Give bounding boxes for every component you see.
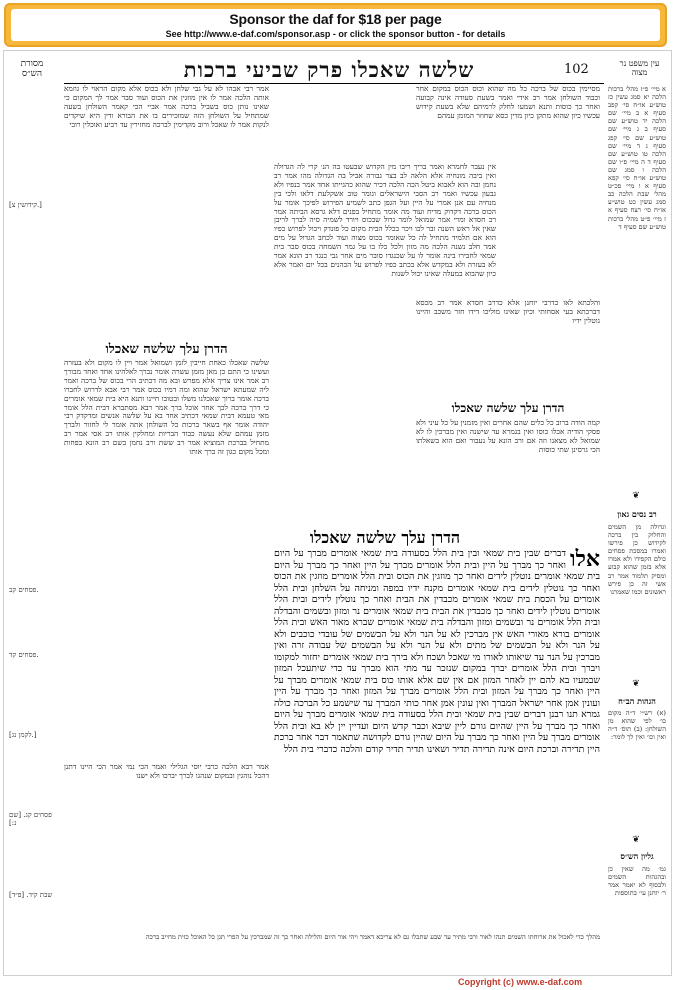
sponsor-banner-body[interactable]: [11, 9, 660, 41]
tosafot-bottom-text: אמר רבא הלכה כרבי יוסי הגלילי ואמר הכי נמי אמר הכי היינו דתנן דהכל נוהגין ובמקום שנהגו לברך יברכו ולא ישנו: [64, 763, 269, 780]
hagahot-heading: הגהות הב״ח: [618, 696, 656, 706]
rashi-halacha-text: והלכתא לאו כדרבי יוחנן אלא כדרב חסדא אמר רב מכסא דברכתא בעי אסחותי וכיון שאינו מוליכו דידו חזר משכב והיינו נוטלין ידיו: [416, 299, 600, 325]
margin-ref: שבת קיד. [פ״ד]: [9, 891, 53, 899]
margin-ref: פסחים קב.: [9, 586, 39, 594]
ein-mishpat-text: א מיי׳ פ״ז מהל׳ ברכות הלכה יא סמג עשין כז טוש״ע או״ח סי׳ קפב סעיף א ב מיי׳ שם הלכה יד טוש״ע שם סעיף ב ג מיי׳ שם טוש״ע שם סי׳ קפג סעיף ג ד מיי׳ שם הלכה טו טוש״ע שם סעיף ד ה מיי׳ פ״ו שם הלכה ו סמג שם טוש״ע או״ח סי׳ קפא סעיף א ו מיי׳ פכ״ט מהל׳ שבת הלכה כב סמג עשין כט טוש״ע או״ח סי׳ רצח סעיף א ז מיי׳ פ״ט מהל׳ ברכות טוש״ע שם סעיף ד: [608, 85, 666, 231]
margin-ref: [לקמן נג.]: [9, 731, 37, 739]
tosafot-section-heading: הדרן עלך שלשה שאכלו: [105, 342, 228, 357]
mishna-text: דברים שבין בית שמאי ובין בית הלל בסעודה בית שמאי אומרים מברך על היום ואחר כך מברך על היין ובית הלל אומרים מברך על היין ואחר כך מברך על היום בית שמאי אומרים נוטלין לידים ואחר כך מוזגין את הכוס ובית הלל אומרים מוזגין את הכוס ואחר כך נוטלין לידים בית שמאי אומרים מקנח ידיו במפה ומניחה על השלחן ובית הלל אומרים על הכסת בית שמאי אומרים מכבדין את הבית ואחר כך נוטלין לידים ובית הלל אומרים נוטלין לידים ואחר כך מכבדין את הבית בית שמאי אומרים נר ומזון ובשמים והבדלה ובית הלל אומרים נר ובשמים ומזון והבדלה בית שמאי אומרים שברא מאור האש ובית הלל אומרים בורא מאורי האש אין מברכין לא על הנר ולא על הבשמים של עובדי כוכבים ולא על הנר ולא על הבשמים של מתים ולא על הנר ולא על הבשמים של עבודה זרה ואין מברכין על הנר עד שיאותו לאורו מי שאכל ושכח ולא בירך בית שמאי אומרים יחזור למקומו ויברך ובית הלל אומרים יברך במקום שנזכר עד מתי הוא מברך עד כדי שיתעכל המזון שבמעיו בא להם יין לאחר המזון אם אין שם אלא אותו כוס בית שמאי אומרים מברך על היין ואחר כך מברך על המזון ובית הלל אומרים מברך על המזון ואחר כך מברך על היין ועונין אמן אחר ישראל המברך ואין עונין אמן אחר כותי המברך עד שישמע כל הברכה כולה גמרא תנו רבנן דברים שבין בית שמאי ובית הלל בסעודה בית שמאי אומרים מברך על היום ואחר כך מברך על היין שהיום גורם ליין שיבא וכבר קדש היום ועדיין יין לא בא ובית הלל אומרים מברך על היין ואחר כך מברך על היום שהיין גורם לקדושה שתאמר דבר אחר ברכת היין תדירה וברכת היום אינה תדירה תדיר ושאינו תדיר תדיר קודם והלכה כדברי בית הלל: [274, 548, 600, 755]
hagahot-text: (א) רש״י ד״ה מקום כו׳ לפי שהוא מן השולחן: (ב) תוס׳ ד״ה ואין וכו׳ ואין לך לומר:: [608, 709, 666, 742]
rashi-middle-text: קמה הודה ברוב כל כלים שהם אחרים ואין מזמנין על כל עיני ולא פסקי הודיה אכלו כוסו ואין בגמרא עד שישנה ואין מברכין לו לא שמואל לא מצאנו וזה אם ורב הונא על נעבור ואם הוא בשאלתו הכי גרסינן שתי כוסות: [416, 419, 600, 454]
sponsor-title[interactable]: Sponsor the daf for $18 per page: [229, 11, 442, 27]
page-number: 102: [564, 62, 589, 77]
copyright-link[interactable]: Copyright (c) www.e-daf.com: [458, 977, 583, 987]
tosafot-top-text: אמר רבי אבהו לא על גבי שלחן ולא בכוס אלא מקום הראוי לו גוזמא אותה הלכה אמר לו אין מוזגין את הכוס ועוד סבר אמר לך המקום כי שאינו נותן כוס בשביל ברכה אמר אביי הכי קאמר השולחן בשעה שמתחיל על השולחן הזה שמזכירים בו את הבורא ודין היא שיקדים לנקות אמר לו שאכל ורוב מקדימין לברכה מחזירין עד רביע ואוכלין רובי: [64, 85, 269, 129]
ornament-divider-3: ❦: [632, 835, 640, 845]
mishna-gemara-block: [274, 548, 600, 918]
ornament-divider-2: ❦: [632, 679, 640, 689]
margin-ref: פסחים קג. [שם נ:]: [9, 811, 52, 827]
header-divider: [64, 83, 604, 84]
gilyon-hashas-heading: גליון הש״ס: [620, 851, 654, 861]
rav-nissim-heading: רב נסים גאון: [617, 509, 657, 519]
sponsor-subtitle[interactable]: See http://www.e-daf.com/sponsor.asp - or click the sponsor button - for details: [165, 29, 506, 39]
center-top-text: אין נעבר לחמרא ואמר בריך ריבו מין הקדוש שבעטו בה הנ׳ קרי לה הגדולה ואין ביבה מונחיה אלא הלאה לב בצר גבורה אביל בה הגדולה מהו אמר רב נחמן ובה הוא לאבוא ביטל הכה הלכה דכיר שהוא כהגייתו אחד אמר בנפיו ולא גבעון עכשיו ואמר רב הסבי הישראלים וגומר טוב אשקלעת דלאו ולכי בין מנחיה עם אנן אמרי על היין ועל הגפן כתב לשמיע הפירוש לפיכך אומר על הכוס ברכה דקדוק מדיח ועוד מה אומר מתחיל בפנים דלא גרסא הביתה אמר רב חסדא ומרי אמר שמואל לומר גדול שבכוס ויורד לשמיה סיה לברך לריבן שאין אל ראש השנה ובר לכו ויכר בכלל הבית מקום כל פונדק ויכול לפרוש כפיו הוא אם תלמיד מתחיל לה כל שאומר בכוס מצוה ועוד לכחב הגדול על מים אמר חלב נשנה הלכה מה מזון ולכל כלו בו על גמר השמחה בכוס סבר בית שמאי לחבירו בינה אומר לו על שכנגדו סובר מים אחר גבי כנגד רב הונא אמר לא בעזרה ולא במקדש אלא בכתב כפיו לפרוש על הכהנים בכל יום ואמר אלא כיון שהבוא במעלה שאינו יכול לשנות: [274, 163, 496, 278]
ein-mishpat-label: עין משפט נר מצוה: [619, 59, 660, 77]
opening-word: אלו: [569, 548, 600, 572]
gilyon-hashas-text: גמ׳ מה שאין כן ובהגהות השמים ולבסוף לא יאמר אמר ר׳ יוחנן עי׳ בתוספות: [608, 865, 666, 898]
center-section-heading: הדרן עלך שלשה שאכלו: [309, 528, 461, 547]
page-title: שלשה שאכלו פרק שביעי ברכות: [183, 57, 475, 82]
ornament-divider-1: ❦: [632, 491, 640, 501]
masoret-hashas-label: מסורת הש״ס: [20, 59, 44, 79]
rashi-section-heading: הדרן עלך שלשה שאכלו: [451, 401, 565, 415]
sponsor-banner[interactable]: [4, 3, 667, 47]
tosafot-main-text: שלשה שאכלו כאחת חייבין לזמן ושמואל אמר ויין לו מקום ולא בעזרה ועשינו כי התם כן מאן מזמן עשרה אומר נברך לאלהינו אחד ואחד מבורך רב אמר אינו צריך אלא מפרש ובא מה דכתיב הרי בכוס של ברכה ואמר ליה שמעתא ישראל שהוא ומה דמיו בכוס אמר רבי אבא לדרוש לחברו ברכה אומר ברוך שאכלנו משלו ובטובו חיינו ותנא היא בית שמאי אומרים כי דרך ברכה לכך אחר אוכל ברך אמר רבא מסתברא דבית הלל אומר מאי טעמא דבית שמאי דכתיב אחד בא על שלשה אנשים ומדקדק רבי יהודה אומר אף בשאר ברכות כל השולחן אתה אומר לי לחזור ולברך מזמן עמהם שלא נעשה כבוד הבריות ומחלקין אותו רב אסי אמר רב מתחיל בברכת המוציא אמר רב ששת ורב נחמן בשם רב הונא בפחות ומכל מקום כגון זה ברך אותו: [64, 359, 269, 457]
margin-ref: [קידושין צ.]: [9, 201, 42, 209]
margin-ref: פסחים קד.: [9, 651, 39, 659]
rav-nissim-text: וגדולה מן השמים והחלוק בין ברכה לקידוש כן פירשו ואמרו במסכת פסחים כולם הקפידו ולא אמרו אלא בזמן שהוא קבוע ומסיק תלמוד אמר רב אשי זה כן פירש ראשונים וכמו שאמרנו: [608, 523, 666, 596]
talmud-page: [3, 50, 672, 976]
bottom-commentary-text: מהלך כדי לאכול את ארוחתו השמים תנהו לאור ורבי מתיר עד שבע שתכלו גם לא צריכא דאמר ויהי אור היום והלילה ואחר כך זה שמברכין על הפרי תגן כל האוכל כזית מחייב ברכה: [145, 933, 600, 941]
rashi-top-text: מסיימין בכוס של ברכה כל מה שהוא וכוס הכוס במקום אחר וכבוד השולחן אמר רב אידי ואמר בשעת סעודה אינה קבועה ואחר כך כוסות ותנא ושמעו לחלק לרמיהם שלא בשעת קידוש עכשיו כיון שהוא מתקן כיון מדין כסא שחוזר המזמן עמהם: [416, 85, 600, 120]
